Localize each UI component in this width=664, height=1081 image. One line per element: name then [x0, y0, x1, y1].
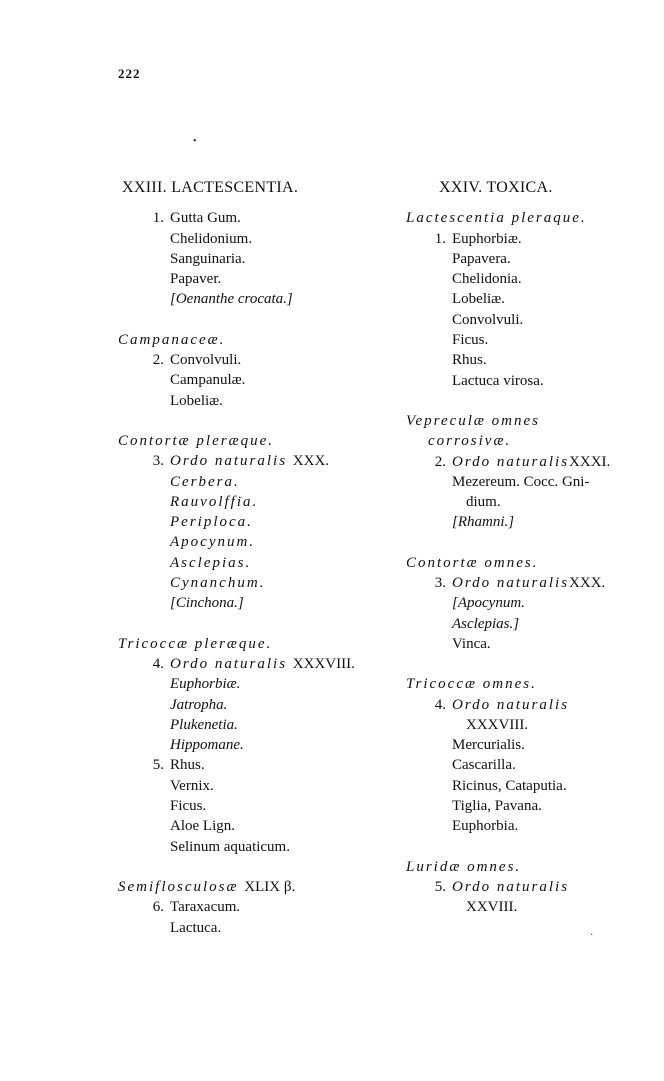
group-semiflosculosae [118, 877, 368, 938]
group-lactescentia [118, 208, 368, 309]
entry-number: 2. [434, 453, 446, 470]
list-item: Lactuca. [170, 919, 222, 936]
list-item: Apocynum. [170, 534, 256, 551]
list-item: Campanulæ. [170, 372, 246, 389]
ordo-label: Ordo naturalis [170, 655, 288, 672]
entry-number: 6. [152, 899, 164, 916]
group-title-text: Semiflosculosæ [118, 878, 239, 895]
list-item: Tiglia, Pavana. [452, 798, 542, 815]
group-title-suffix: XLIX β. [244, 878, 296, 895]
group-contortae [118, 431, 368, 614]
entry-2 [118, 350, 368, 411]
entry-3 [406, 573, 644, 654]
right-column [406, 178, 644, 938]
list-item: Convolvuli. [170, 352, 242, 369]
list-item: Lobeliæ. [170, 392, 223, 409]
list-item: Plukenetia. [170, 716, 238, 733]
list-item: Ficus. [170, 798, 207, 815]
list-item: dium. [466, 494, 501, 511]
right-column-heading: XXIV. TOXICA. [439, 179, 553, 196]
group-title [406, 411, 644, 452]
entry-6 [118, 897, 368, 938]
list-item: Asclepias.] [452, 615, 520, 632]
list-item: Aloe Lign. [170, 818, 235, 835]
list-item: Convolvuli. [452, 311, 524, 328]
list-item: Rhus. [452, 352, 487, 369]
group-title: Tricoccæ omnes. [406, 676, 537, 693]
list-item: Mercurialis. [452, 737, 525, 754]
list-item: Jatropha. [170, 696, 228, 713]
entry-5 [118, 755, 368, 856]
group-campanaceae [118, 330, 368, 411]
list-item: Ficus. [452, 332, 489, 349]
list-item: Papaver. [170, 271, 222, 288]
list-item: Periploca. [170, 514, 253, 531]
list-item: Rhus. [170, 757, 205, 774]
group-title [118, 877, 368, 897]
ordo-numeral: XXXI. [569, 453, 611, 470]
entry-number: 4. [152, 655, 164, 672]
group-title: Contortæ pleræque. [118, 432, 275, 449]
ordo-numeral: XXXVIII. [466, 716, 529, 733]
list-item: [Rhamni.] [452, 514, 515, 531]
list-item: Selinum aquaticum. [170, 838, 290, 855]
ordo-label: Ordo naturalis [452, 453, 570, 470]
entry-2 [406, 452, 644, 533]
group-tricoccae [118, 634, 368, 857]
list-item: Euphorbia. [452, 818, 519, 835]
group-title: Tricoccæ pleræque. [118, 635, 273, 652]
group-title-text: Vepreculæ omnes [406, 412, 541, 429]
left-column-heading: XXIII. LACTESCENTIA. [122, 179, 299, 196]
ordo-numeral: XXXVIII. [292, 655, 355, 672]
group-title: Contortæ omnes. [406, 554, 539, 571]
entry-number: 2. [152, 352, 164, 369]
page-number: 222 [118, 66, 141, 81]
list-item: Euphorbiæ. [170, 676, 241, 693]
group-luridae-omnes [406, 857, 644, 918]
entry-3 [118, 451, 368, 613]
group-contortae-omnes [406, 553, 644, 654]
list-item: Hippomane. [170, 737, 244, 754]
entry-1 [406, 229, 644, 391]
group-title: Luridæ omnes. [406, 858, 522, 875]
list-item: [Oenanthe crocata.] [170, 291, 293, 308]
group-title-continuation: corrosivæ. [428, 433, 512, 450]
entry-5 [406, 877, 644, 918]
group-tricoccae-omnes [406, 674, 644, 836]
speck-mark: • [193, 136, 197, 147]
list-item: Chelidonia. [452, 271, 522, 288]
list-item: Rauvolffia. [170, 493, 259, 510]
list-item: Cerbera. [170, 473, 240, 490]
entry-number: 3. [152, 453, 164, 470]
entry-number: 5. [434, 878, 446, 895]
entry-1 [118, 208, 368, 309]
entry-number: 4. [434, 696, 446, 713]
list-item: Ricinus, Cataputia. [452, 777, 567, 794]
list-item: Taraxacum. [170, 899, 241, 916]
ordo-line [170, 654, 368, 674]
entry-number: 1. [434, 230, 446, 247]
list-item: Vernix. [170, 777, 214, 794]
list-item: Lobeliæ. [452, 291, 505, 308]
group-lactescentia-pleraque [406, 208, 644, 391]
list-item: Papavera. [452, 250, 511, 267]
ordo-numeral: XXX. [292, 453, 330, 470]
group-title: Campanaceæ. [118, 331, 226, 348]
list-item: Chelidonium. [170, 230, 253, 247]
ordo-numeral: XXX. [569, 575, 606, 592]
list-item: Asclepias. [170, 554, 252, 571]
ordo-label: Ordo naturalis [452, 696, 570, 713]
entry-number: 3. [434, 575, 446, 592]
entry-number: 5. [152, 757, 164, 774]
ordo-label: Ordo naturalis [452, 575, 570, 592]
ordo-line [452, 573, 644, 593]
group-vepreculae [406, 411, 644, 533]
entry-4 [406, 695, 644, 837]
list-item: [Apocynum. [452, 595, 525, 612]
list-item: Cynanchum. [170, 575, 266, 592]
speck-mark: · [590, 930, 594, 941]
ordo-line [170, 451, 368, 471]
left-column [118, 178, 368, 958]
ordo-label: Ordo naturalis [452, 878, 570, 895]
list-item: Sanguinaria. [170, 250, 246, 267]
list-item: [Cinchona.] [170, 595, 244, 612]
list-item: Gutta Gum. [170, 210, 241, 227]
list-item: Cascarilla. [452, 757, 516, 774]
entry-4 [118, 654, 368, 755]
list-item: Vinca. [452, 635, 491, 652]
list-item: Euphorbiæ. [452, 230, 522, 247]
group-title: Lactescentia pleraque. [406, 210, 587, 227]
ordo-label: Ordo naturalis [170, 453, 288, 470]
list-item: Lactuca virosa. [452, 372, 544, 389]
ordo-line [452, 452, 644, 472]
ordo-numeral: XXVIII. [466, 899, 518, 916]
list-item: Mezereum. Cocc. Gni- [452, 473, 590, 490]
entry-number: 1. [152, 210, 164, 227]
